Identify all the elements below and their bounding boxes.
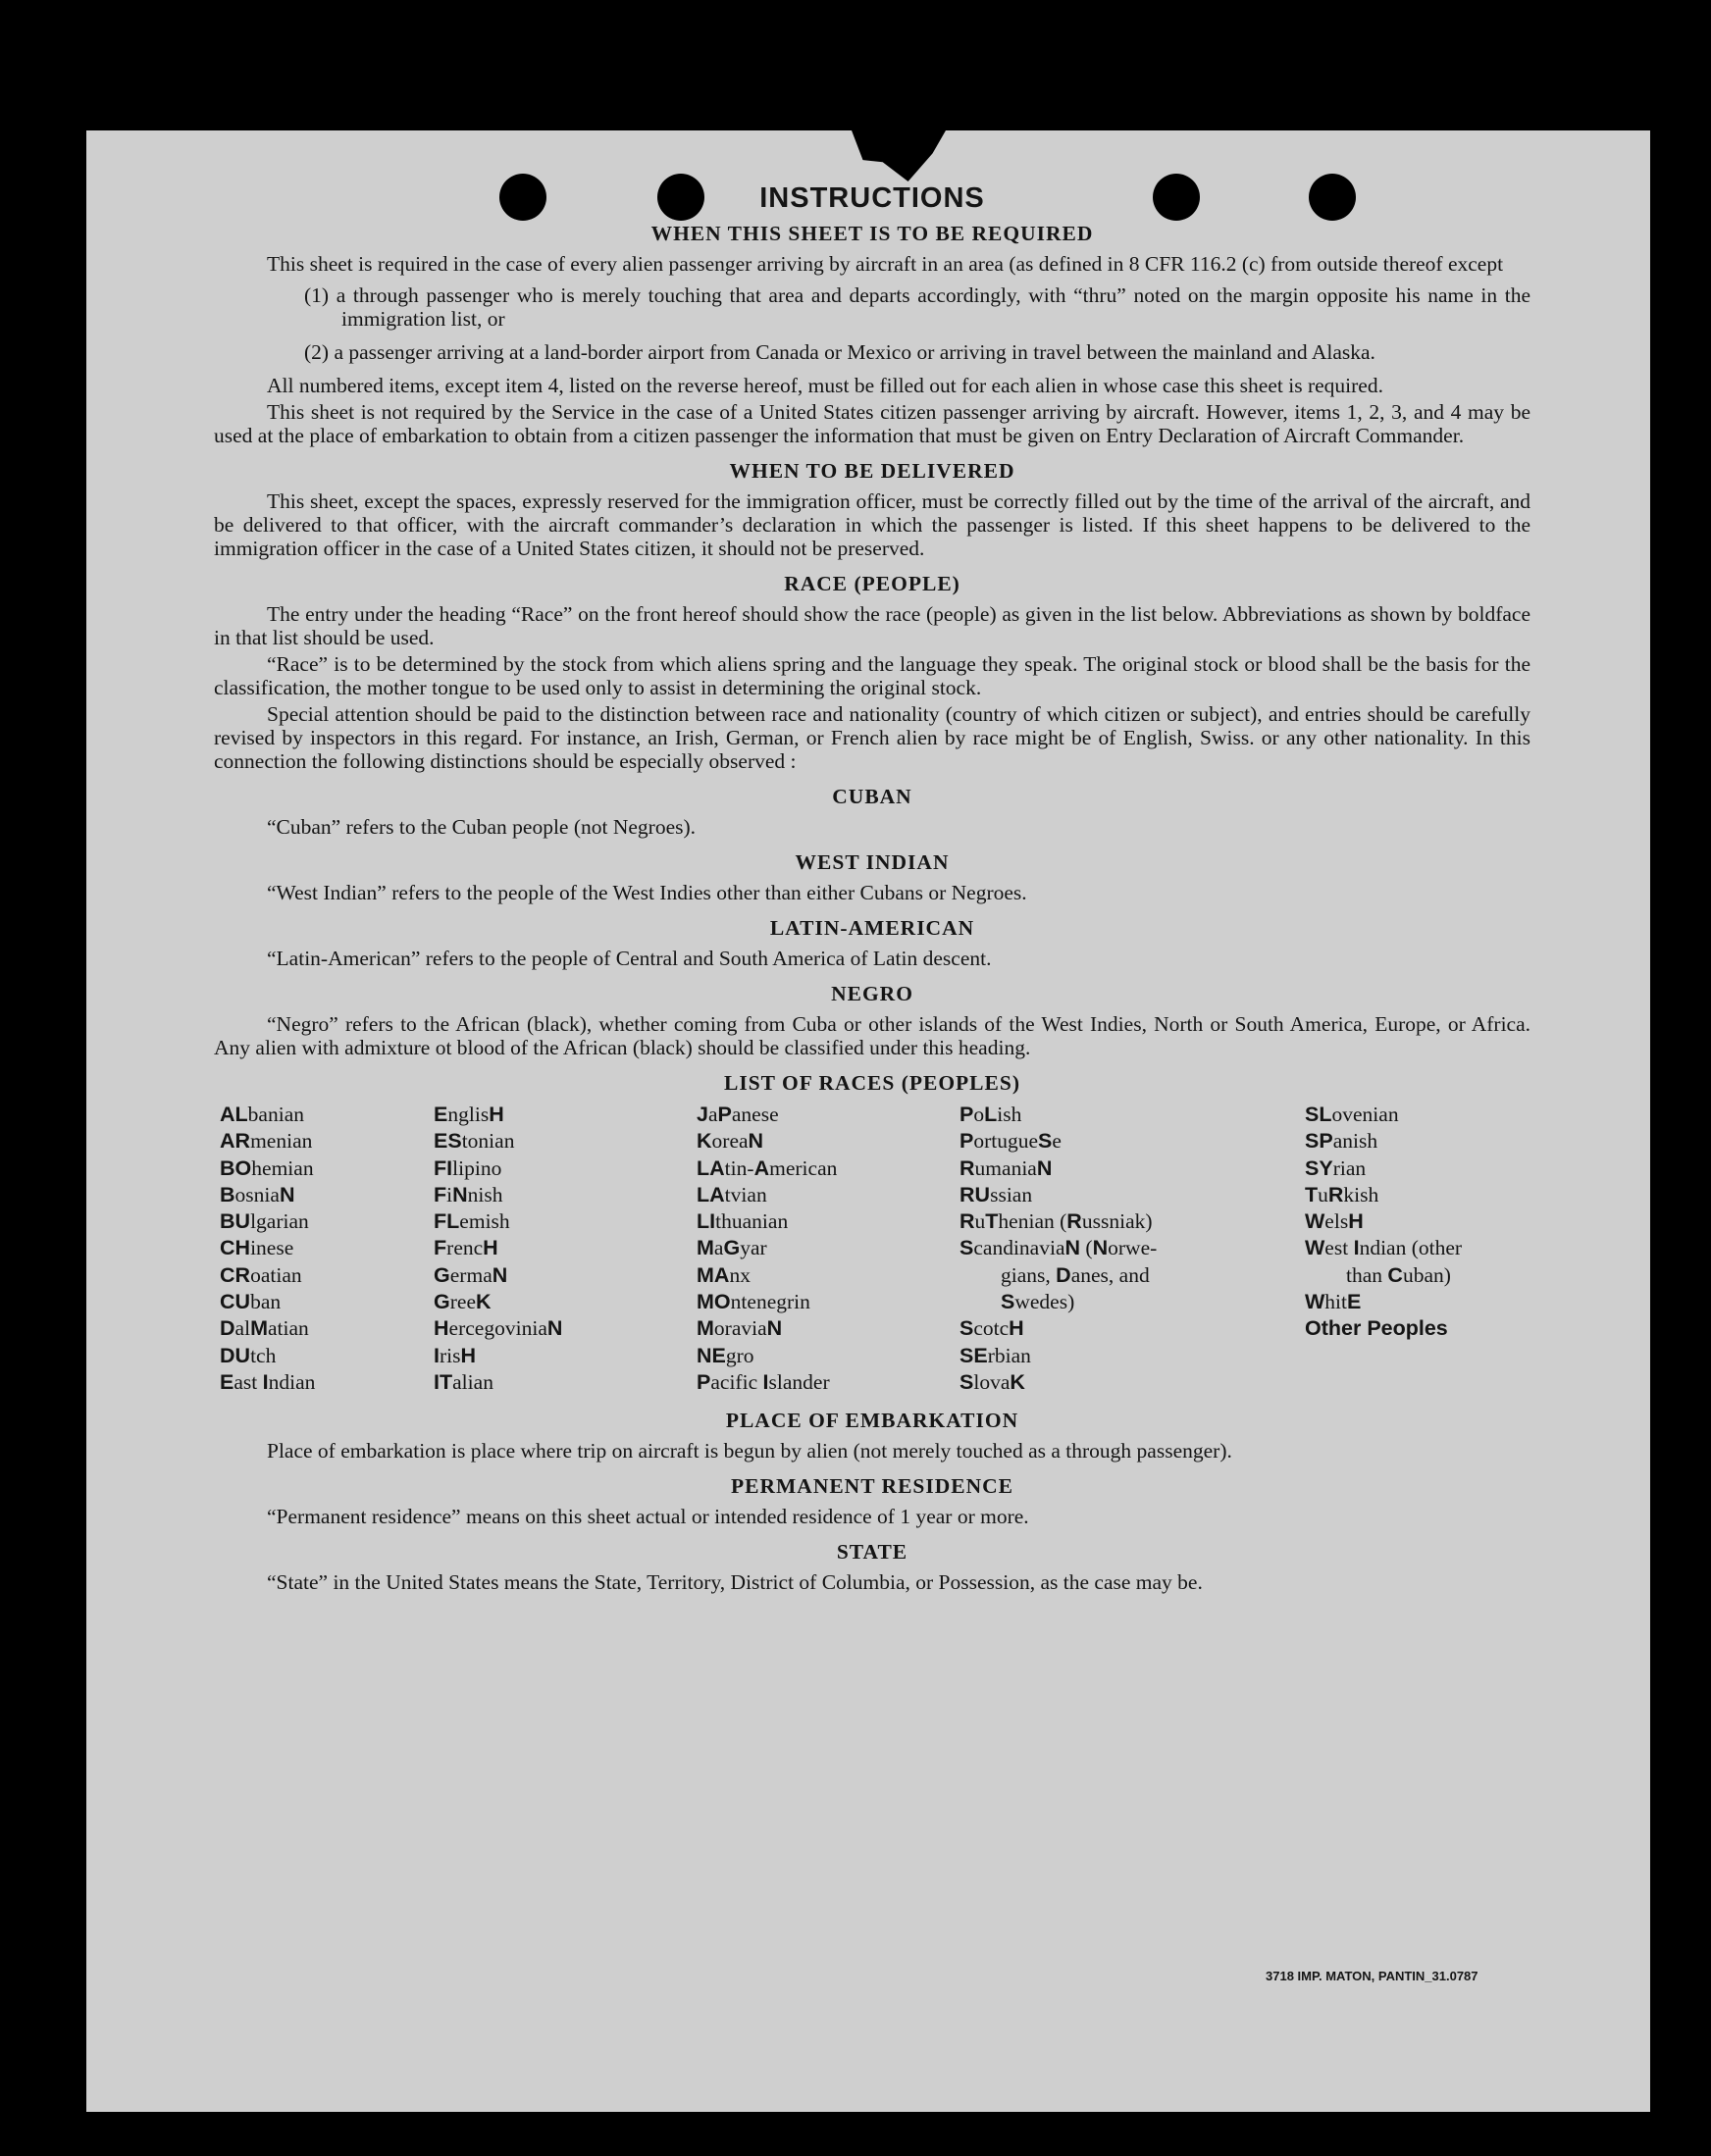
race-entry: BosniaN [220, 1182, 295, 1206]
exception-item: (1) a through passenger who is merely touching that area and departs accordingly, with “thru” noted on the margin opposite his name in the immigration list, or [304, 283, 1530, 331]
paragraph: “Permanent residence” means on this sheet actual or intended residence of 1 year or more. [267, 1505, 1029, 1529]
race-entry: FiNnish [434, 1182, 503, 1206]
race-entry: WhitE [1305, 1290, 1362, 1314]
race-entry: BUlgarian [220, 1209, 309, 1234]
heading-race: RACE (PEOPLE) [784, 572, 960, 595]
heading-negro: NEGRO [831, 982, 913, 1005]
race-entry: LAtin-American [697, 1155, 838, 1180]
paragraph: Place of embarkation is place where trip on aircraft is begun by alien (not merely touched as a through passenger). [267, 1439, 1232, 1463]
race-entry: FIlipino [434, 1155, 502, 1180]
race-entry: PortugueSe [959, 1129, 1062, 1154]
paragraph: “State” in the United States means the State, Territory, District of Columbia, or Possession, as the case may be. [267, 1570, 1203, 1595]
race-entry: NEgro [697, 1343, 754, 1367]
paragraph: Special attention should be paid to the distinction between race and nationality (country of which citizen or subject), and entries should be carefully revised by inspectors in this regard. For instance, an Irish, German, or French alien by race might be of English, Swiss. or any other nationality. In this connection the following distinctions should be especially observed : [214, 702, 1530, 773]
race-entry: KoreaN [697, 1129, 764, 1154]
race-entry: RuThenian (Russniak) [959, 1209, 1153, 1234]
race-column [220, 1103, 434, 1397]
race-entry: SPanish [1305, 1129, 1378, 1154]
race-entry: ITalian [434, 1369, 493, 1394]
heading-list-of-races: LIST OF RACES (PEOPLES) [724, 1071, 1020, 1095]
heading-permanent-residence: PERMANENT RESIDENCE [731, 1474, 1013, 1499]
exception-list [214, 283, 1530, 364]
race-entry: EnglisH [434, 1103, 504, 1126]
paragraph: “Latin-American” refers to the people of Central and South America of Latin descent. [267, 947, 992, 970]
race-entry: gians, Danes, and [1001, 1262, 1150, 1287]
race-entry: RumaniaN [959, 1155, 1053, 1180]
race-column [959, 1103, 1305, 1397]
paragraph: The entry under the heading “Race” on the front hereof should show the race (people) as given in the list below. Abbreviations as shown by boldface in that list should be used. [214, 602, 1530, 649]
race-entry: ScotcH [959, 1316, 1024, 1341]
heading-delivered: WHEN TO BE DELIVERED [729, 459, 1015, 483]
race-entry: ALbanian [220, 1103, 304, 1126]
heading-cuban: CUBAN [832, 785, 912, 808]
printer-imprint: 3718 IMP. MATON, PANTIN_31.0787 [1266, 1969, 1478, 1983]
race-entry: CRoatian [220, 1262, 302, 1287]
paragraph: “West Indian” refers to the people of the West Indies other than either Cubans or Negroes. [267, 881, 1027, 904]
race-entry: SYrian [1305, 1155, 1367, 1180]
race-entry: PoLish [959, 1103, 1022, 1126]
race-entry: MoraviaN [697, 1316, 783, 1341]
race-entry: than Cuban) [1346, 1262, 1451, 1287]
race-entry: Other Peoples [1305, 1316, 1448, 1341]
race-entry: East Indian [220, 1369, 316, 1394]
instructions-document [214, 182, 1530, 1597]
race-entry: GreeK [434, 1290, 492, 1314]
race-entry: ARmenian [220, 1129, 313, 1154]
heading-required: WHEN THIS SHEET IS TO BE REQUIRED [650, 222, 1094, 245]
paragraph: This sheet, except the spaces, expressly reserved for the immigration officer, must be correctly filled out by the time of the arrival of the aircraft, and be delivered to that officer, with the aircraft commander’s declaration in which the passenger is listed. If this sheet happens to be delivered to the immigration officer in the case of a United States citizen, it should not be preserved. [214, 489, 1530, 560]
race-entry: DUtch [220, 1343, 277, 1367]
race-entry: DalMatian [220, 1316, 309, 1341]
heading-embarkation: PLACE OF EMBARKATION [725, 1409, 1019, 1433]
paragraph: “Negro” refers to the African (black), whether coming from Cuba or other islands of the West Indies, North or South America, Europe, or Africa. Any alien with admixture ot blood of the African (black) should be classified under this heading. [214, 1012, 1530, 1059]
race-entry: SLovenian [1305, 1103, 1399, 1126]
race-entry: BOhemian [220, 1155, 314, 1180]
race-entry: FrencH [434, 1236, 498, 1260]
race-entry: Pacific Islander [697, 1369, 830, 1394]
page-title: INSTRUCTIONS [759, 182, 985, 214]
race-list [220, 1103, 1530, 1397]
race-entry: MOntenegrin [697, 1290, 810, 1314]
race-entry: HercegoviniaN [434, 1316, 563, 1341]
race-column [1305, 1103, 1536, 1397]
exception-item: (2) a passenger arriving at a land-border airport from Canada or Mexico or arriving in travel between the mainland and Alaska. [304, 340, 1375, 364]
paragraph: This sheet is required in the case of every alien passenger arriving by aircraft in an area (as defined in 8 CFR 116.2 (c) from outside thereof except [267, 252, 1504, 276]
race-entry: FLemish [434, 1209, 510, 1234]
race-entry: RUssian [959, 1182, 1033, 1206]
race-entry: Swedes) [1001, 1290, 1075, 1314]
paragraph: “Cuban” refers to the Cuban people (not Negroes). [267, 815, 697, 839]
race-entry: JaPanese [697, 1103, 779, 1126]
race-entry: IrisH [434, 1343, 477, 1367]
race-column [434, 1103, 697, 1397]
heading-latin-american: LATIN-AMERICAN [769, 916, 975, 940]
race-entry: GermaN [434, 1262, 508, 1287]
paragraph: This sheet is not required by the Service in the case of a United States citizen passenger arriving by aircraft. However, items 1, 2, 3, and 4 may be used at the place of embarkation to obtain from a citizen passenger the information that must be given on Entry Declaration of Aircraft Commander. [214, 400, 1530, 447]
race-entry: West Indian (other [1305, 1236, 1463, 1260]
race-entry: CHinese [220, 1236, 294, 1260]
paragraph: “Race” is to be determined by the stock from which aliens spring and the language they speak. The original stock or blood shall be the basis for the classification, the mother tongue to be used only to assist in determining the original stock. [214, 652, 1530, 699]
race-entry: TuRkish [1305, 1182, 1379, 1206]
race-entry: SlovaK [959, 1369, 1025, 1394]
race-entry: EStonian [434, 1129, 515, 1154]
race-entry: MaGyar [697, 1236, 767, 1260]
race-entry: SErbian [959, 1343, 1031, 1367]
paragraph: All numbered items, except item 4, listed on the reverse hereof, must be filled out for each alien in whose case this sheet is required. [267, 374, 1383, 397]
race-entry: WelsH [1305, 1209, 1364, 1234]
race-entry: ScandinaviaN (Norwe- [959, 1236, 1158, 1260]
heading-west-indian: WEST INDIAN [795, 850, 950, 874]
race-entry: LAtvian [697, 1182, 767, 1206]
heading-state: STATE [836, 1540, 908, 1565]
race-entry: MAnx [697, 1262, 751, 1287]
race-entry: CUban [220, 1290, 282, 1314]
race-entry: LIthuanian [697, 1209, 789, 1234]
race-column [697, 1103, 959, 1397]
